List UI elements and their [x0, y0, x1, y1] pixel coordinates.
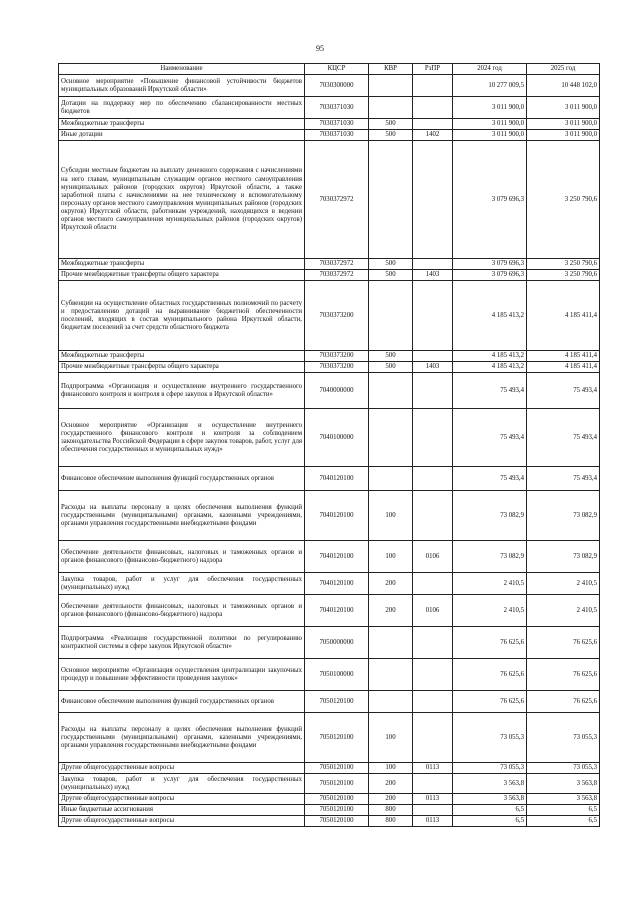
- table-row: [59, 119, 600, 130]
- row-kvr: 800: [369, 805, 413, 816]
- row-name: Межбюджетные трансферты: [59, 259, 305, 270]
- row-kvr: 200: [369, 774, 413, 794]
- row-2025: 73 055,3: [527, 763, 600, 774]
- row-rzpr: [413, 659, 453, 691]
- row-name: Другие общегосударственные вопросы: [59, 816, 305, 827]
- row-2025: 75 493,4: [527, 467, 600, 491]
- row-kvr: 200: [369, 794, 413, 805]
- row-2024: 73 055,3: [453, 713, 527, 763]
- row-2025: 3 250 790,6: [527, 141, 600, 259]
- row-kvr: 800: [369, 816, 413, 827]
- row-2024: 3 079 696,3: [453, 141, 527, 259]
- row-2025: 75 493,4: [527, 373, 600, 409]
- row-rzpr: 1403: [413, 270, 453, 281]
- row-kvr: [369, 97, 413, 119]
- row-2024: 76 625,6: [453, 691, 527, 713]
- row-kcsr: 7030372972: [305, 270, 369, 281]
- row-kvr: [369, 75, 413, 97]
- row-2025: 6,5: [527, 816, 600, 827]
- header-rzpr: РзПР: [413, 64, 453, 75]
- row-rzpr: 1402: [413, 130, 453, 141]
- row-rzpr: 0106: [413, 595, 453, 627]
- row-2024: 3 079 696,3: [453, 259, 527, 270]
- row-2025: 73 055,3: [527, 713, 600, 763]
- row-2025: 4 185 411,4: [527, 351, 600, 362]
- row-rzpr: [413, 573, 453, 595]
- table-row: [59, 75, 600, 97]
- row-kcsr: 7040120100: [305, 595, 369, 627]
- row-2025: 2 410,5: [527, 595, 600, 627]
- row-kvr: [369, 281, 413, 351]
- table-row: [59, 816, 600, 827]
- row-2025: 3 011 900,0: [527, 119, 600, 130]
- row-kcsr: 7030371030: [305, 130, 369, 141]
- row-2025: 2 410,5: [527, 573, 600, 595]
- row-kcsr: 7040120100: [305, 491, 369, 541]
- table-row: [59, 281, 600, 351]
- row-kcsr: 7050120100: [305, 816, 369, 827]
- row-2024: 4 185 413,2: [453, 362, 527, 373]
- row-2025: 76 625,6: [527, 627, 600, 659]
- row-2025: 76 625,6: [527, 659, 600, 691]
- row-kvr: [369, 409, 413, 467]
- row-name: Иные бюджетные ассигнования: [59, 805, 305, 816]
- row-kcsr: 7030373200: [305, 362, 369, 373]
- row-rzpr: [413, 351, 453, 362]
- row-2024: 75 493,4: [453, 373, 527, 409]
- row-2025: 3 250 790,6: [527, 259, 600, 270]
- row-2025: 73 082,9: [527, 491, 600, 541]
- row-kcsr: 7030372972: [305, 259, 369, 270]
- row-2024: 10 277 009,5: [453, 75, 527, 97]
- table-row: [59, 763, 600, 774]
- row-name: Прочие межбюджетные трансферты общего характера: [59, 270, 305, 281]
- row-kcsr: 7030372972: [305, 141, 369, 259]
- row-rzpr: [413, 805, 453, 816]
- row-name: Обеспечение деятельности финансовых, налоговых и таможенных органов и органов финансового (финансово-бюджетного) надзора: [59, 541, 305, 573]
- row-kvr: 200: [369, 595, 413, 627]
- row-kcsr: 7050120100: [305, 805, 369, 816]
- row-kvr: 100: [369, 713, 413, 763]
- row-rzpr: [413, 774, 453, 794]
- row-name: Другие общегосударственные вопросы: [59, 763, 305, 774]
- budget-table: [58, 63, 600, 827]
- row-kvr: 100: [369, 541, 413, 573]
- table-row: [59, 691, 600, 713]
- row-2025: 3 250 790,6: [527, 270, 600, 281]
- row-rzpr: [413, 691, 453, 713]
- row-kcsr: 7050120100: [305, 713, 369, 763]
- row-name: Расходы на выплаты персоналу в целях обеспечения выполнения функций государственными (муниципальными) органами, казенными учреждениями, органами управления государственными внебюджетными фондами: [59, 713, 305, 763]
- header-2025: 2025 год: [527, 64, 600, 75]
- row-kcsr: 7050100000: [305, 659, 369, 691]
- row-kvr: [369, 627, 413, 659]
- row-2024: 6,5: [453, 816, 527, 827]
- row-kvr: 500: [369, 119, 413, 130]
- row-name: Другие общегосударственные вопросы: [59, 794, 305, 805]
- row-kcsr: 7050120100: [305, 763, 369, 774]
- row-name: Основное мероприятие «Организация и осуществление внутреннего государственного финансового контроля и контроля за соблюдением законодательства Российской Федерации в сфере закупок товаров, работ, услуг для обеспечения государственных и муниципальных нужд»: [59, 409, 305, 467]
- row-name: Иные дотации: [59, 130, 305, 141]
- header-kcsr: КЦСР: [305, 64, 369, 75]
- table-row: [59, 373, 600, 409]
- row-2024: 3 079 696,3: [453, 270, 527, 281]
- row-2025: 4 185 411,4: [527, 362, 600, 373]
- row-kcsr: 7040120100: [305, 573, 369, 595]
- table-row: [59, 141, 600, 259]
- row-kcsr: 7030371030: [305, 97, 369, 119]
- row-2025: 73 082,9: [527, 541, 600, 573]
- row-kcsr: 7030373200: [305, 351, 369, 362]
- row-rzpr: 0106: [413, 541, 453, 573]
- table-row: [59, 467, 600, 491]
- row-2025: 6,5: [527, 805, 600, 816]
- table-header-row: [59, 64, 600, 75]
- row-rzpr: [413, 259, 453, 270]
- row-kvr: 500: [369, 270, 413, 281]
- row-kcsr: 7050120100: [305, 794, 369, 805]
- row-rzpr: [413, 281, 453, 351]
- row-name: Субвенции на осуществление областных государственных полномочий по расчету и предоставлению дотаций на выравнивание бюджетной обеспеченности поселений, входящих в состав муниципального района Иркутской области, бюджетам поселений за счет средств областного бюджета: [59, 281, 305, 351]
- row-kvr: [369, 659, 413, 691]
- row-kvr: [369, 141, 413, 259]
- row-2024: 3 011 900,0: [453, 119, 527, 130]
- row-2024: 2 410,5: [453, 573, 527, 595]
- row-name: Субсидии местным бюджетам на выплату денежного содержания с начислениями на него главам, муниципальным служащим органов местного самоуправления муниципальных районов (городских округов) Иркутской области, а также заработной платы с начислениями на нее техническому и вспомогательному персоналу органов местного самоуправления муниципальных районов (городских округов) Иркутской области, работникам учреждений, находящихся в ведении органов местного самоуправления муниципальных районов (городских округов) Иркутской области: [59, 141, 305, 259]
- table-row: [59, 259, 600, 270]
- table-row: [59, 130, 600, 141]
- row-2025: 3 563,8: [527, 794, 600, 805]
- row-name: Обеспечение деятельности финансовых, налоговых и таможенных органов и органов финансового (финансово-бюджетного) надзора: [59, 595, 305, 627]
- table-row: [59, 97, 600, 119]
- table-row: [59, 541, 600, 573]
- row-rzpr: [413, 97, 453, 119]
- row-2024: 73 055,3: [453, 763, 527, 774]
- row-kcsr: 7050120100: [305, 774, 369, 794]
- row-2025: 3 563,8: [527, 774, 600, 794]
- row-kvr: 100: [369, 763, 413, 774]
- row-rzpr: 1403: [413, 362, 453, 373]
- row-2024: 2 410,5: [453, 595, 527, 627]
- row-kvr: 500: [369, 130, 413, 141]
- table-row: [59, 774, 600, 794]
- header-2024: 2024 год: [453, 64, 527, 75]
- table-row: [59, 491, 600, 541]
- row-rzpr: [413, 627, 453, 659]
- row-2025: 75 493,4: [527, 409, 600, 467]
- row-kcsr: 7030300000: [305, 75, 369, 97]
- row-kvr: 500: [369, 259, 413, 270]
- table-row: [59, 805, 600, 816]
- table-row: [59, 627, 600, 659]
- header-name: Наименование: [59, 64, 305, 75]
- row-2024: 76 625,6: [453, 627, 527, 659]
- row-kcsr: 7040120100: [305, 467, 369, 491]
- row-rzpr: 0113: [413, 794, 453, 805]
- row-2024: 4 185 413,2: [453, 351, 527, 362]
- row-2024: 4 185 413,2: [453, 281, 527, 351]
- row-2024: 73 082,9: [453, 491, 527, 541]
- row-rzpr: 0113: [413, 763, 453, 774]
- row-kvr: 100: [369, 491, 413, 541]
- table-row: [59, 362, 600, 373]
- row-kvr: 200: [369, 573, 413, 595]
- row-name: Межбюджетные трансферты: [59, 351, 305, 362]
- row-2024: 76 625,6: [453, 659, 527, 691]
- row-2025: 10 448 102,0: [527, 75, 600, 97]
- row-2024: 3 563,8: [453, 774, 527, 794]
- row-kvr: 500: [369, 362, 413, 373]
- row-name: Закупка товаров, работ и услуг для обеспечения государственных (муниципальных) нужд: [59, 573, 305, 595]
- row-kcsr: 7040000000: [305, 373, 369, 409]
- row-2025: 76 625,6: [527, 691, 600, 713]
- row-2024: 3 011 900,0: [453, 97, 527, 119]
- row-kvr: [369, 373, 413, 409]
- row-name: Основное мероприятие «Повышение финансовой устойчивости бюджетов муниципальных образований Иркутской области»: [59, 75, 305, 97]
- row-name: Финансовое обеспечение выполнения функций государственных органов: [59, 467, 305, 491]
- table-row: [59, 794, 600, 805]
- row-2025: 3 011 900,0: [527, 130, 600, 141]
- row-kcsr: 7030371030: [305, 119, 369, 130]
- row-2024: 3 011 900,0: [453, 130, 527, 141]
- row-name: Межбюджетные трансферты: [59, 119, 305, 130]
- row-name: Закупка товаров, работ и услуг для обеспечения государственных (муниципальных) нужд: [59, 774, 305, 794]
- row-name: Дотации на поддержку мер по обеспечению сбалансированности местных бюджетов: [59, 97, 305, 119]
- row-kcsr: 7030373200: [305, 281, 369, 351]
- row-name: Расходы на выплаты персоналу в целях обеспечения выполнения функций государственными (муниципальными) органами, казенными учреждениями, органами управления государственными внебюджетными фондами: [59, 491, 305, 541]
- table-row: [59, 351, 600, 362]
- row-rzpr: [413, 467, 453, 491]
- row-2024: 73 082,9: [453, 541, 527, 573]
- row-kcsr: 7050000000: [305, 627, 369, 659]
- table-row: [59, 713, 600, 763]
- row-name: Подпрограмма «Реализация государственной политики по регулированию контрактной системы в сфере закупок Иркутской области»: [59, 627, 305, 659]
- row-2025: 4 185 411,4: [527, 281, 600, 351]
- row-rzpr: [413, 75, 453, 97]
- row-kcsr: 7040100000: [305, 409, 369, 467]
- row-rzpr: 0113: [413, 816, 453, 827]
- table-row: [59, 409, 600, 467]
- row-rzpr: [413, 409, 453, 467]
- row-kcsr: 7050120100: [305, 691, 369, 713]
- row-rzpr: [413, 491, 453, 541]
- page-number: 95: [316, 44, 324, 53]
- row-rzpr: [413, 119, 453, 130]
- row-rzpr: [413, 373, 453, 409]
- row-rzpr: [413, 713, 453, 763]
- row-rzpr: [413, 141, 453, 259]
- row-2024: 3 563,8: [453, 794, 527, 805]
- row-2025: 3 011 900,0: [527, 97, 600, 119]
- table-row: [59, 270, 600, 281]
- row-kvr: 500: [369, 351, 413, 362]
- table-row: [59, 595, 600, 627]
- table-row: [59, 573, 600, 595]
- row-name: Финансовое обеспечение выполнения функций государственных органов: [59, 691, 305, 713]
- row-kvr: [369, 691, 413, 713]
- row-kvr: [369, 467, 413, 491]
- row-2024: 6,5: [453, 805, 527, 816]
- row-name: Подпрограмма «Организация и осуществление внутреннего государственного финансового контроля и контроля в сфере закупок в Иркутской области»: [59, 373, 305, 409]
- row-name: Основное мероприятие «Организация осуществления централизации закупочных процедур и повышение эффективности проведения закупок»: [59, 659, 305, 691]
- row-2024: 75 493,4: [453, 409, 527, 467]
- table-row: [59, 659, 600, 691]
- row-name: Прочие межбюджетные трансферты общего характера: [59, 362, 305, 373]
- row-kcsr: 7040120100: [305, 541, 369, 573]
- row-2024: 75 493,4: [453, 467, 527, 491]
- header-kvr: КВР: [369, 64, 413, 75]
